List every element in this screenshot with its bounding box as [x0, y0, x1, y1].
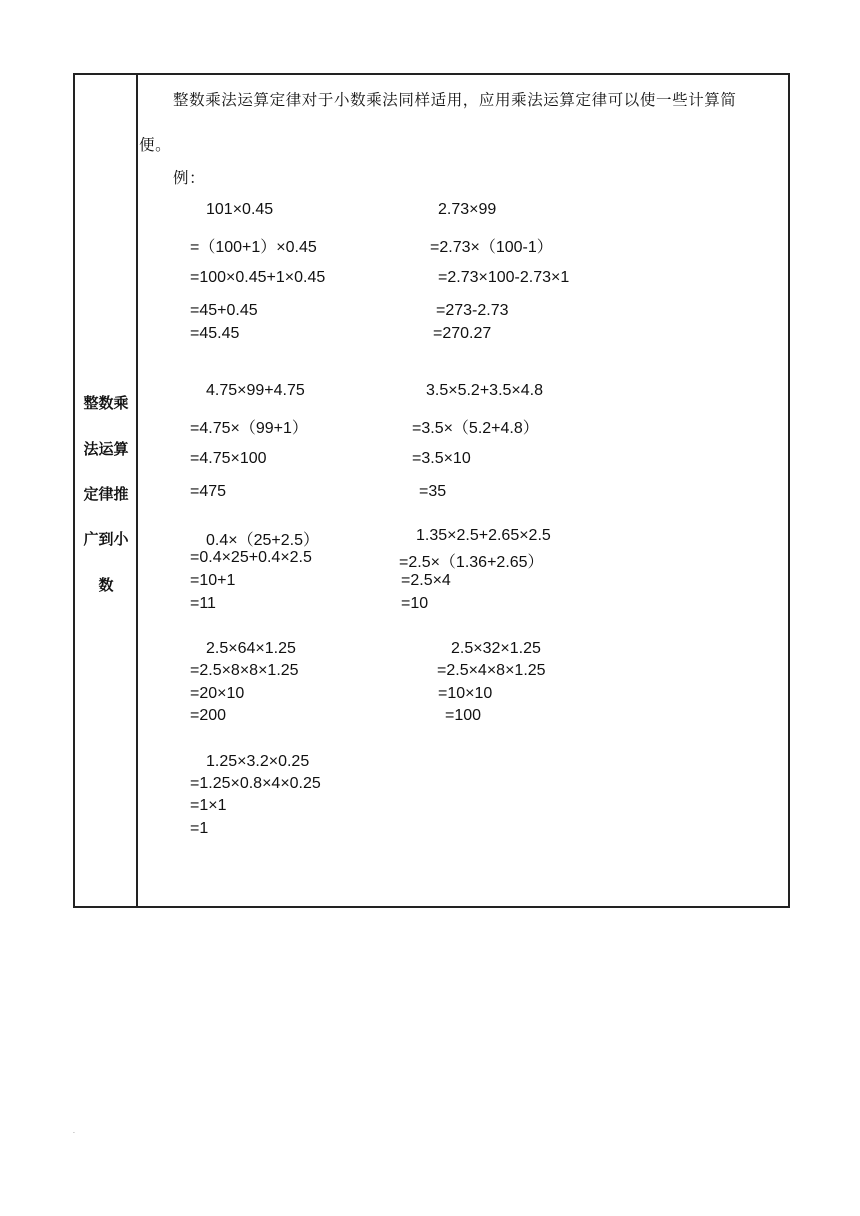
example-2-right-line-2: =3.5×（5.2+4.8）: [412, 420, 539, 437]
example-3-left-line-1: 0.4×（25+2.5）: [206, 532, 319, 549]
example-2-left-line-4: =475: [190, 483, 227, 500]
example-4-left-line-1: 2.5×64×1.25: [206, 640, 296, 657]
side-label-line-4: 广到小: [83, 530, 129, 548]
side-label-line-5: 数: [98, 576, 114, 594]
intro-line-2: 便。: [139, 136, 172, 154]
example-label: 例：: [173, 169, 206, 187]
example-5-line-1: 1.25×3.2×0.25: [206, 753, 310, 770]
column-divider: [136, 73, 138, 908]
example-1-right-line-5: =270.27: [433, 325, 492, 342]
example-2-left-line-3: =4.75×100: [190, 450, 267, 467]
example-4-right-line-1: 2.5×32×1.25: [451, 640, 541, 657]
example-1-left-line-2: =（100+1）×0.45: [190, 239, 317, 256]
example-1-right-line-3: =2.73×100-2.73×1: [438, 269, 570, 286]
example-2-right-line-4: =35: [419, 483, 447, 500]
example-3-right-line-1: 1.35×2.5+2.65×2.5: [416, 527, 551, 544]
example-4-right-line-3: =10×10: [438, 685, 493, 702]
example-4-left-line-4: =200: [190, 707, 227, 724]
intro-line-1: 整数乘法运算定律对于小数乘法同样适用，应用乘法运算定律可以使一些计算简: [173, 91, 737, 109]
side-label-line-3: 定律推: [83, 485, 129, 503]
example-4-left-line-2: =2.5×8×8×1.25: [190, 662, 299, 679]
example-2-left-line-1: 4.75×99+4.75: [206, 382, 305, 399]
example-2-left-line-2: =4.75×（99+1）: [190, 420, 308, 437]
example-1-left-line-1: 101×0.45: [206, 201, 274, 218]
example-1-right-line-1: 2.73×99: [438, 201, 497, 218]
example-3-right-line-3: =2.5×4: [401, 572, 451, 589]
example-3-right-line-4: =10: [401, 595, 429, 612]
example-5-line-3: =1×1: [190, 797, 227, 814]
example-3-left-line-2: =0.4×25+0.4×2.5: [190, 549, 312, 566]
example-4-left-line-3: =20×10: [190, 685, 245, 702]
example-1-right-line-2: =2.73×（100-1）: [430, 239, 553, 256]
example-3-left-line-3: =10+1: [190, 572, 236, 589]
example-5-line-4: =1: [190, 820, 209, 837]
example-1-right-line-4: =273-2.73: [436, 302, 509, 319]
example-4-right-line-2: =2.5×4×8×1.25: [437, 662, 546, 679]
example-2-right-line-3: =3.5×10: [412, 450, 471, 467]
example-3-left-line-4: =11: [190, 595, 216, 612]
example-3-right-line-2: =2.5×（1.36+2.65）: [399, 554, 544, 571]
example-1-left-line-3: =100×0.45+1×0.45: [190, 269, 326, 286]
example-1-left-line-4: =45+0.45: [190, 302, 258, 319]
example-2-right-line-1: 3.5×5.2+3.5×4.8: [426, 382, 543, 399]
example-5-line-2: =1.25×0.8×4×0.25: [190, 775, 321, 792]
side-label-line-2: 法运算: [83, 440, 129, 458]
side-label-line-1: 整数乘: [83, 394, 129, 412]
example-1-left-line-5: =45.45: [190, 325, 240, 342]
footer-mark: .: [73, 1128, 75, 1135]
example-4-right-line-4: =100: [445, 707, 482, 724]
